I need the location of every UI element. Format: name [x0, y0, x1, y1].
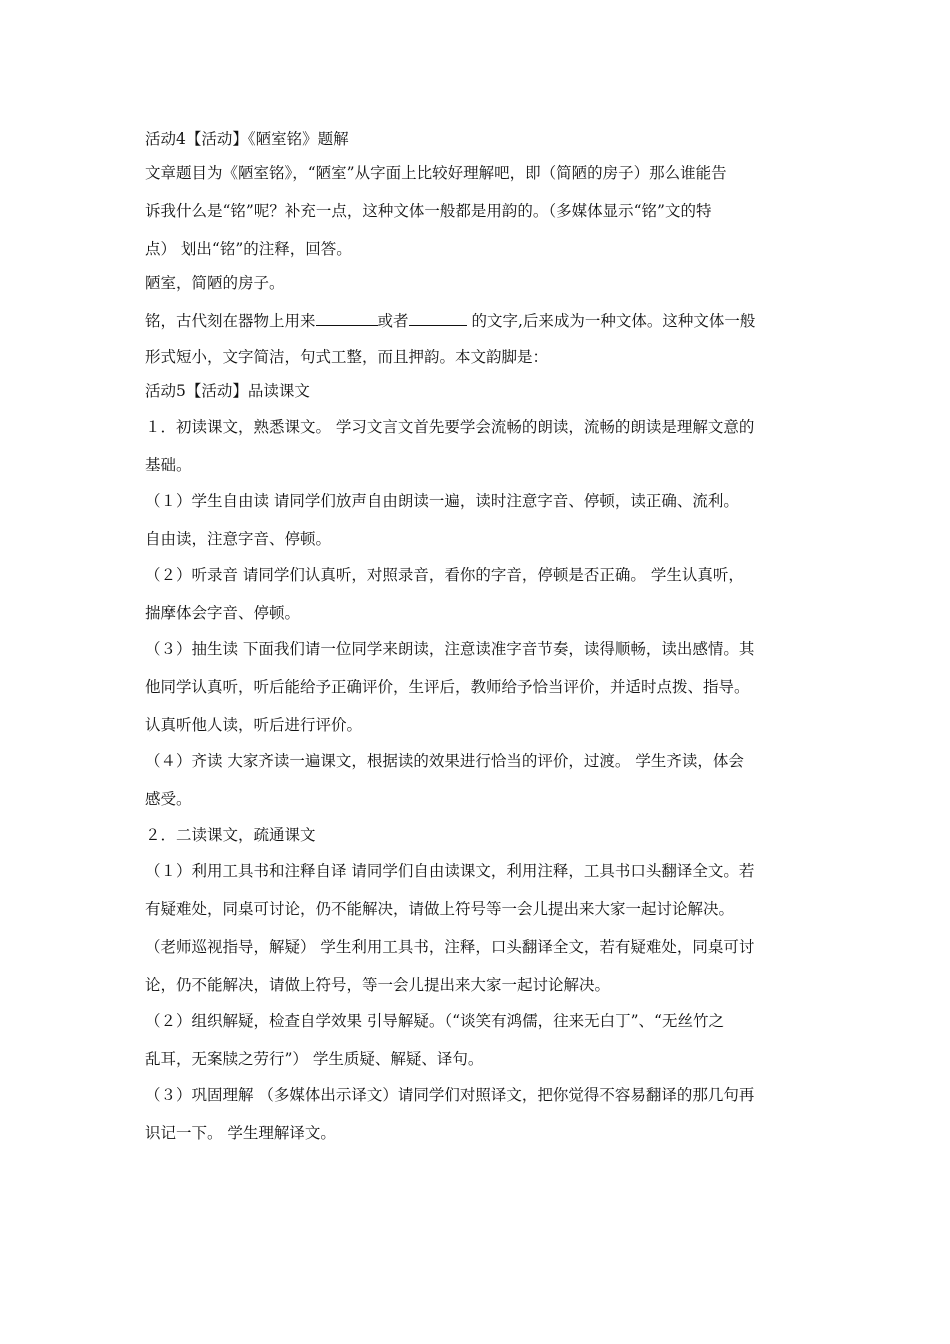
- fill-blank-1: [316, 311, 378, 326]
- paragraph-line: 基础。: [145, 456, 192, 474]
- paragraph-line: 揣摩体会字音、停顿。: [145, 604, 301, 622]
- fill-blank-2: [409, 311, 467, 326]
- ming-definition-line: [145, 310, 755, 332]
- paragraph-line: （２）听录音 请同学们认真听，对照录音，看你的字音，停顿是否正确。 学生认真听，: [145, 566, 744, 584]
- paragraph-line: （老师巡视指导，解疑） 学生利用工具书，注释，口头翻译全文，若有疑难处，同桌可讨: [145, 938, 755, 956]
- paragraph-line: 他同学认真听，听后能给予正确评价，生评后，教师给予恰当评价，并适时点拨、指导。: [145, 678, 750, 696]
- ming-text-part2: 或者: [377, 312, 409, 330]
- paragraph-line: 乱耳，无案牍之劳行”） 学生质疑、解疑、译句。: [145, 1050, 484, 1068]
- paragraph-line: １．初读课文，熟悉课文。 学习文言文首先要学会流畅的朗读，流畅的朗读是理解文意的: [145, 418, 755, 436]
- paragraph-line: （３）巩固理解 （多媒体出示译文）请同学们对照译文，把你觉得不容易翻译的那几句再: [145, 1086, 755, 1104]
- paragraph-line: 陋室，简陋的房子。: [145, 274, 285, 292]
- paragraph-line: （４）齐读 大家齐读一遍课文，根据读的效果进行恰当的评价，过渡。 学生齐读，体会: [145, 752, 744, 770]
- heading-activity-5: 活动5【活动】品读课文: [145, 382, 310, 400]
- paragraph-line: 文章题目为《陋室铭》，“陋室”从字面上比较好理解吧，即（简陋的房子）那么谁能告: [145, 164, 727, 182]
- paragraph-line: （３）抽生读 下面我们请一位同学来朗读，注意读准字音节奏，读得顺畅，读出感情。其: [145, 640, 755, 658]
- ming-text-part1: 铭，古代刻在器物上用来: [145, 312, 316, 330]
- paragraph-line: 诉我什么是“铭”呢？补充一点，这种文体一般都是用韵的。（多媒体显示“铭”文的特: [145, 202, 712, 220]
- paragraph-line: （２）组织解疑，检查自学效果 引导解疑。（“谈笑有鸿儒，往来无白丁”、“无丝竹之: [145, 1012, 724, 1030]
- paragraph-line: 识记一下。 学生理解译文。: [145, 1124, 336, 1142]
- paragraph-line: 感受。: [145, 790, 192, 808]
- paragraph-line: （１）学生自由读 请同学们放声自由朗读一遍，读时注意字音、停顿，读正确、流利。: [145, 492, 739, 510]
- ming-text-part3: 的文字,后来成为一种文体。这种文体一般: [466, 312, 756, 330]
- heading-activity-4: 活动4【活动】《陋室铭》题解: [145, 130, 349, 148]
- paragraph-line: 论，仍不能解决，请做上符号，等一会儿提出来大家一起讨论解决。: [145, 976, 611, 994]
- paragraph-line: （１）利用工具书和注释自译 请同学们自由读课文，利用注释，工具书口头翻译全文。若: [145, 862, 755, 880]
- paragraph-line: 形式短小，文字简洁，句式工整，而且押韵。本文韵脚是：: [145, 348, 549, 366]
- paragraph-line: 认真听他人读，听后进行评价。: [145, 716, 363, 734]
- paragraph-line: 自由读，注意字音、停顿。: [145, 530, 332, 548]
- paragraph-line: ２．二读课文，疏通课文: [145, 826, 316, 844]
- paragraph-line: 点） 划出“铭”的注释，回答。: [145, 240, 352, 258]
- paragraph-line: 有疑难处，同桌可讨论，仍不能解决，请做上符号等一会儿提出来大家一起讨论解决。: [145, 900, 735, 918]
